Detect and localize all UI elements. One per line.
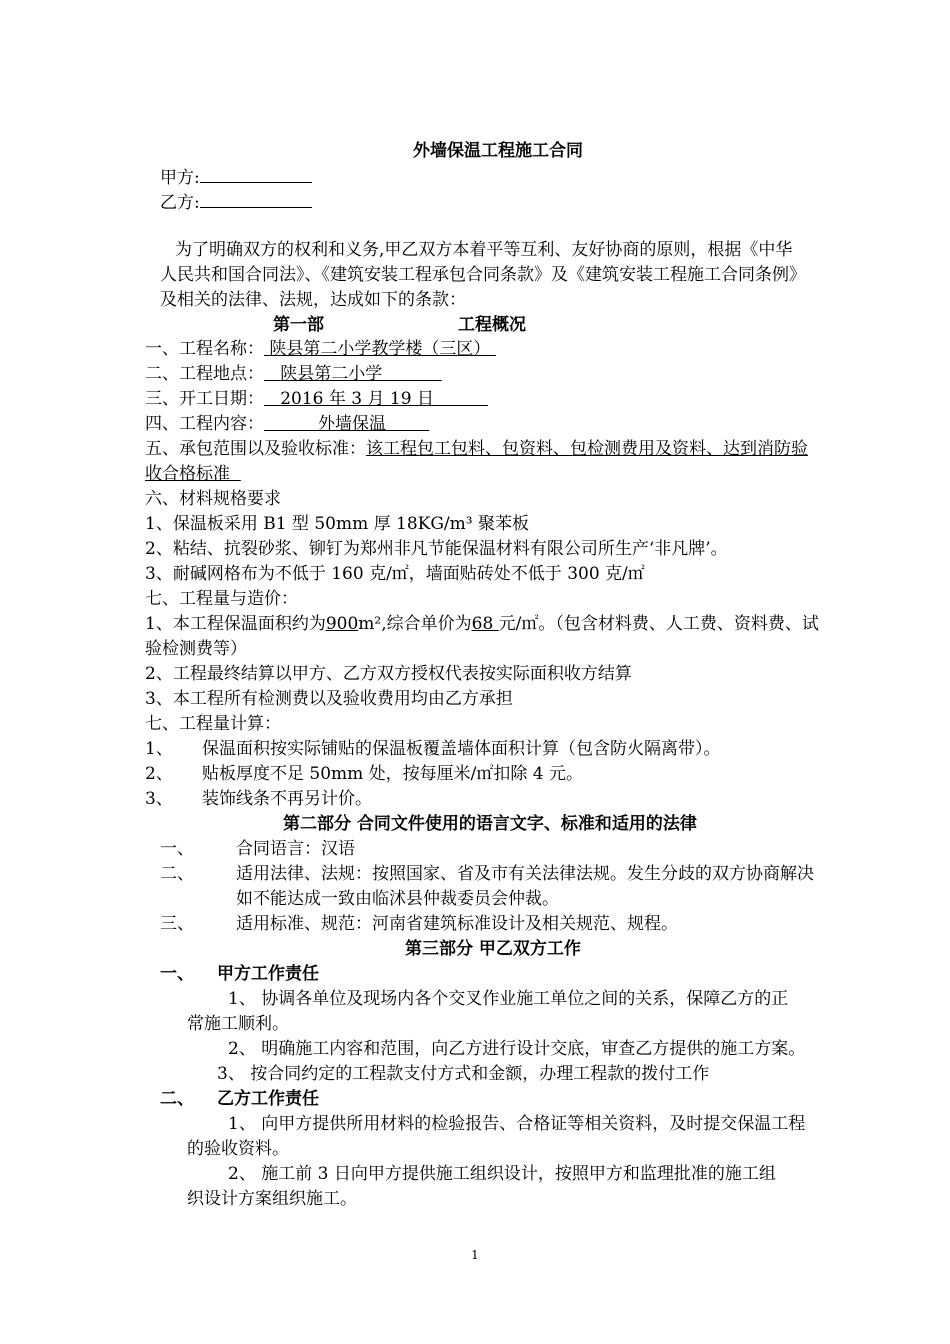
start-date-label: 三、开工日期：: [145, 389, 264, 409]
party-a-duty-1-cont: 常施工顺利。: [187, 1014, 289, 1034]
quantity-item-3: 3、本工程所有检测费以及验收费用均由乙方承担: [145, 689, 513, 709]
scope-line-2: [145, 462, 241, 486]
party-a: [160, 164, 312, 190]
calc-item-2-num: 2、: [145, 764, 173, 784]
party-b: [160, 189, 312, 215]
part2-item-3-text: 适用标准、规范：河南省建筑标准设计及相关规范、规程。: [236, 914, 678, 934]
project-site-value: 陕县第二小学: [280, 364, 383, 384]
unit-price-value: 68: [471, 614, 499, 634]
party-a-duty-2: 2、 明确施工内容和范围，向乙方进行设计交底，审查乙方提供的施工方案。: [228, 1039, 806, 1059]
preamble-line-3: 及相关的法律、法规，达成如下的条款：: [160, 290, 466, 310]
project-content-label: 四、工程内容：: [145, 414, 264, 434]
calc-item-1-num: 1、: [145, 739, 173, 759]
project-name: [145, 337, 496, 361]
project-content: [145, 412, 429, 436]
material-item-1: 1、保温板采用 B1 型 50mm 厚 18KG/m³ 聚苯板: [145, 514, 529, 534]
party-a-duty-3: 3、 按合同约定的工程款支付方式和金额，办理工程款的拨付工作: [217, 1064, 710, 1084]
calc-item-3-text: 装饰线条不再另计价。: [202, 789, 372, 809]
area-value: 900: [325, 614, 359, 634]
project-content-value: 外墙保温: [318, 414, 387, 434]
party-a-duty-title: 甲方工作责任: [217, 964, 319, 984]
project-site: [145, 362, 442, 386]
quantity-item-1: 1、本工程保温面积约为900m²,综合单价为68 元/㎡。（包含材料费、人工费、资料费、试: [145, 614, 819, 634]
party-a-blank: [200, 164, 312, 183]
preamble-line-1: 为了明确双方的权利和义务,甲乙双方本着平等互利、友好协商的原则，根据《中华: [175, 240, 793, 260]
part2-item-1-num: 一、: [160, 839, 194, 859]
part2-item-2-cont: 如不能达成一致由临沭县仲裁委员会仲裁。: [236, 889, 559, 909]
party-b-duty-2: 2、 施工前 3 日向甲方提供施工组织设计，按照甲方和监理批准的施工组: [228, 1164, 776, 1184]
scope: [145, 437, 808, 461]
start-date-value: 2016 年 3 月 19 日: [280, 389, 434, 409]
part2-item-1-text: 合同语言：汉语: [236, 839, 355, 859]
quantity-item-2: 2、工程最终结算以甲方、乙方双方授权代表按实际面积收方结算: [145, 664, 632, 684]
party-a-label: 甲方:: [160, 168, 200, 188]
part2-item-3-num: 三、: [160, 914, 194, 934]
project-name-value: 陕县第二小学教学楼（三区）: [269, 339, 491, 359]
page-number: 1: [471, 1248, 479, 1262]
party-b-duty-1: 1、 向甲方提供所用材料的检验报告、合格证等相关资料，及时提交保温工程: [228, 1114, 806, 1134]
party-b-duty-1-cont: 的验收资料。: [187, 1139, 289, 1159]
part2-item-2-text: 适用法律、法规：按照国家、省及市有关法律法规。发生分歧的双方协商解决: [236, 864, 814, 884]
preamble-line-2: 人民共和国合同法》、《建筑安装工程承包合同条款》及《建筑安装工程施工合同条例》: [160, 265, 806, 285]
party-b-label: 乙方:: [160, 193, 200, 213]
calc-item-3-num: 3、: [145, 789, 173, 809]
part1-heading-left: 第一部: [273, 315, 324, 335]
party-b-duty-num: 二、: [160, 1089, 194, 1109]
materials-heading: 六、材料规格要求: [145, 489, 281, 509]
quantity-item-1-cont: 验检测费等）: [145, 639, 247, 659]
scope-value-1: 该工程包工包料、包资料、包检测费用及资料、达到消防验: [366, 439, 808, 459]
page-title: 外墙保温工程施工合同: [413, 141, 583, 161]
calc-heading: 七、工程量计算：: [145, 714, 281, 734]
project-site-label: 二、工程地点：: [145, 364, 264, 384]
material-item-2: 2、粘结、抗裂砂浆、铆钉为郑州非凡节能保温材料有限公司所生产‘非凡牌’。: [145, 539, 728, 559]
scope-label: 五、承包范围以及验收标准：: [145, 439, 366, 459]
part2-heading: 第二部分 合同文件使用的语言文字、标准和适用的法律: [283, 814, 697, 834]
party-b-duty-2-cont: 织设计方案组织施工。: [187, 1189, 357, 1209]
part1-heading-right: 工程概况: [458, 315, 526, 335]
material-item-3: 3、耐碱网格布为不低于 160 克/㎡，墙面贴砖处不低于 300 克/㎡: [145, 564, 645, 584]
quantity-heading: 七、工程量与造价：: [145, 589, 298, 609]
part2-item-2-num: 二、: [160, 864, 194, 884]
calc-item-2-text: 贴板厚度不足 50mm 处，按每厘米/㎡扣除 4 元。: [202, 764, 584, 784]
calc-item-1-text: 保温面积按实际铺贴的保温板覆盖墙体面积计算（包含防火隔离带）。: [202, 739, 721, 759]
scope-value-2: 收合格标准: [145, 464, 230, 484]
start-date: [145, 387, 488, 411]
party-b-duty-title: 乙方工作责任: [217, 1089, 319, 1109]
party-b-blank: [200, 189, 312, 208]
part3-heading: 第三部分 甲乙双方工作: [405, 939, 581, 959]
project-name-label: 一、工程名称：: [145, 339, 264, 359]
party-a-duty-num: 一、: [160, 964, 194, 984]
party-a-duty-1: 1、 协调各单位及现场内各个交叉作业施工单位之间的关系，保障乙方的正: [228, 989, 789, 1009]
